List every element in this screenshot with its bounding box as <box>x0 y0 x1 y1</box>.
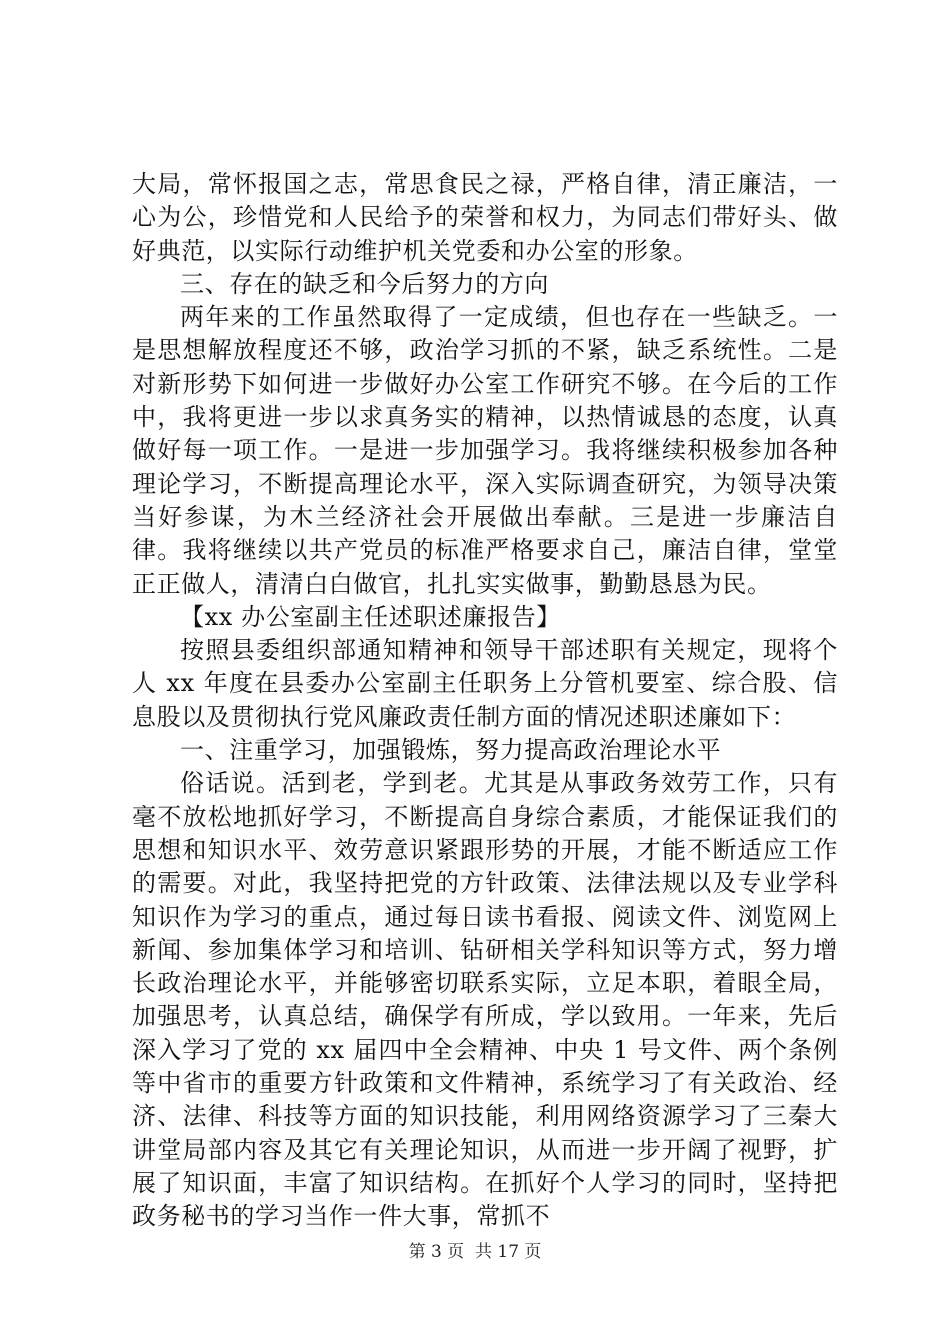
page-number-footer: 第 3 页 共 17 页 <box>408 1242 542 1262</box>
paragraph-continuation: 大局，常怀报国之志，常思食民之禄，严格自律，清正廉洁，一心为公，珍惜党和人民给予的荣誉和权力，为同志们带好头、做好典范，以实际行动维护机关党委和办公室的形象。 <box>132 170 838 265</box>
document-body <box>132 168 838 1234</box>
paragraph-shortcomings: 两年来的工作虽然取得了一定成绩，但也存在一些缺乏。一是思想解放程度还不够，政治学习抓的不紧，缺乏系统性。二是对新形势下如何进一步做好办公室工作研究不够。在今后的工作中，我将更进一步以求真务实的精神，以热情诚恳的态度，认真做好每一项工作。一是进一步加强学习。我将继续积极参加各种理论学习，不断提高理论水平，深入实际调查研究，为领导决策当好参谋，为木兰经济社会开展做出奉献。三是进一步廉洁自律。我将继续以共产党员的标准严格要求自己，廉洁自律，堂堂正正做人，清清白白做官，扎扎实实做事，勤勤恳恳为民。 <box>132 303 838 598</box>
paragraph-intro: 按照县委组织部通知精神和领导干部述职有关规定，现将个人 xx 年度在县委办公室副主任职务上分管机要室、综合股、信息股以及贯彻执行党风廉政责任制方面的情况述职述廉如下： <box>132 636 838 731</box>
report-title: 【xx 办公室副主任述职述廉报告】 <box>180 602 561 631</box>
section-heading-1: 一、注重学习，加强锻炼，努力提高政治理论水平 <box>180 736 722 765</box>
paragraph-study: 俗话说。活到老，学到老。尤其是从事政务效劳工作，只有毫不放松地抓好学习，不断提高自身综合素质，才能保证我们的思想和知识水平、效劳意识紧跟形势的开展，才能不断适应工作的需要。对此，我坚持把党的方针政策、法律法规以及专业学科知识作为学习的重点，通过每日读书看报、阅读文件、浏览网上新闻、参加集体学习和培训、钻研相关学科知识等方式，努力增长政治理论水平，并能够密切联系实际，立足本职，着眼全局，加强思考，认真总结，确保学有所成，学以致用。一年来，先后深入学习了党的 xx 届四中全会精神、中央 1 号文件、两个条例等中省市的重要方针政策和文件精神，系统学习了有关政治、经济、法律、科技等方面的知识技能，利用网络资源学习了三秦大讲堂局部内容及其它有关理论知识，从而进一步开阔了视野，扩展了知识面，丰富了知识结构。在抓好个人学习的同时，坚持把政务秘书的学习当作一件大事，常抓不 <box>132 769 838 1231</box>
section-heading-3: 三、存在的缺乏和今后努力的方向 <box>180 269 549 298</box>
